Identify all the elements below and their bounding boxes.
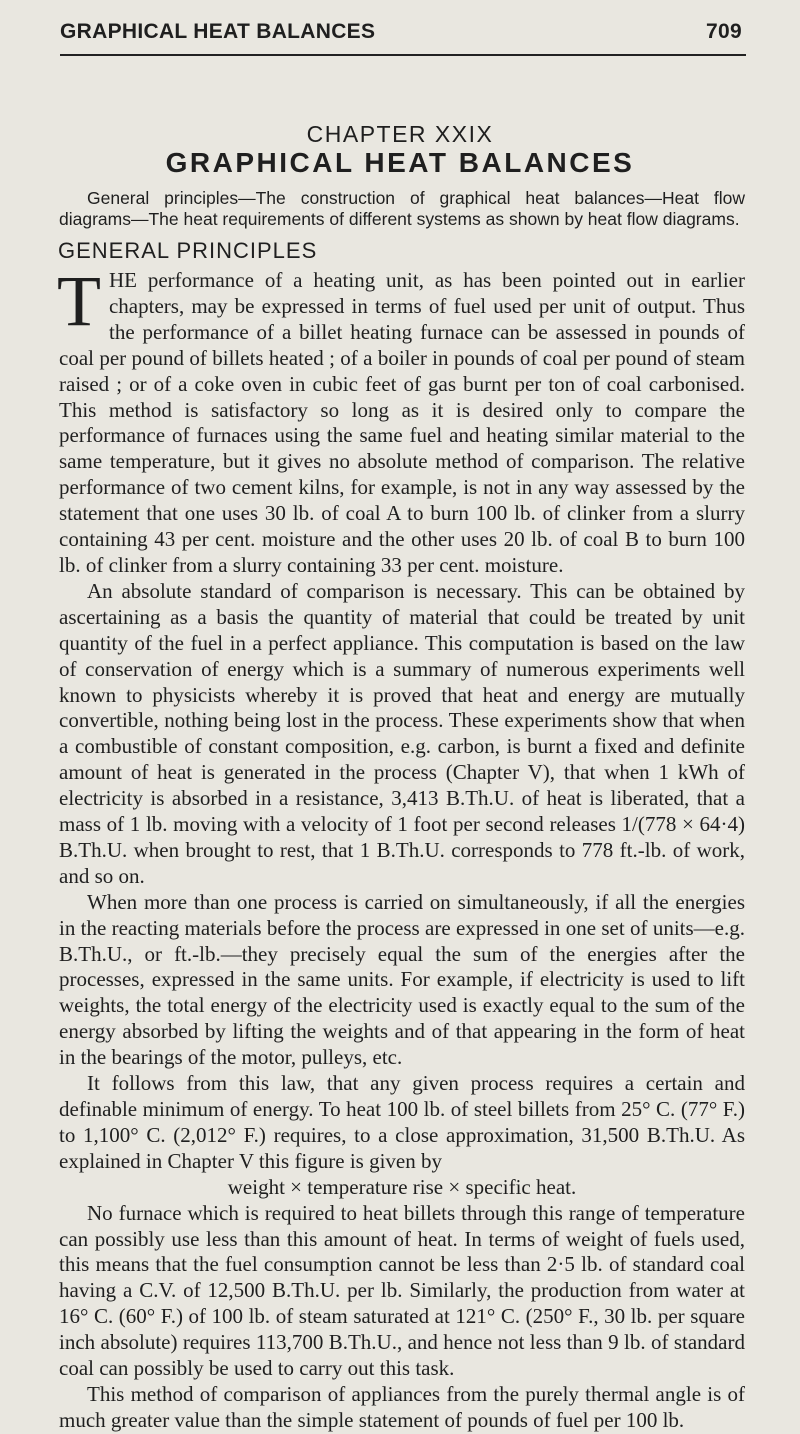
chapter-number: CHAPTER XXIX <box>306 121 494 147</box>
paragraph: When more than one process is carried on simultaneously, if all the energies in the reacting materials before the process are expressed in one set of units—e.g. B.Th.U., or ft.-lb.—they precisely equal the sum of the energies after the processes, expressed in the same units. For example, if electricity is used to lift weights, the total energy of the electricity used is exactly equal to the sum of the energy absorbed by lifting the weights and of that appearing in the form of heat in the bearings of the motor, pulleys, etc. <box>59 889 745 1070</box>
formula-line: weight × temperature rise × specific heat. <box>227 1174 577 1199</box>
paragraph-text: HE performance of a heating unit, as has been pointed out in earlier chapters, may be expressed in terms of fuel used per unit of output. Thus the performance of a billet heating furnace can be assessed in pounds of coal per pound of billets heated ; of a boiler in pounds of coal per pound of steam raised ; or of a coke oven in cubic feet of gas burnt per ton of coal carbonised. This method is satisfactory so long as it is desired only to compare the performance of furnaces using the same fuel and heating similar material to the same temperature, but it gives no absolute method of comparison. The relative performance of two cement kilns, for example, is not in any way assessed by the statement that one uses 30 lb. of coal A to burn 100 lb. of clinker from a slurry containing 43 per cent. moisture and the other uses 20 lb. of coal B to burn 100 lb. of clinker from a slurry containing 33 per cent. moisture. <box>59 268 745 577</box>
body-text <box>57 261 745 1434</box>
paragraph: An absolute standard of comparison is necessary. This can be obtained by ascertaining as a basis the quantity of material that could be treated by unit quantity of the fuel in a perfect appliance. This computation is based on the law of conservation of energy which is a summary of numerous experiments well known to physicists whereby it is proved that heat and energy are mutually convertible, nothing being lost in the process. These experiments show that when a combustible of constant composition, e.g. carbon, is burnt a fixed and definite amount of heat is generated in the process (Chapter V), that when 1 kWh of electricity is absorbed in a resistance, 3,413 B.Th.U. of heat is liberated, that a mass of 1 lb. moving with a velocity of 1 foot per second releases 1/(778 × 64·4) B.Th.U. when brought to rest, that 1 B.Th.U. corresponds to 778 ft.-lb. of work, and so on. <box>59 578 745 888</box>
paragraph: It follows from this law, that any given process requires a certain and definable minimum of energy. To heat 100 lb. of steel billets from 25° C. (77° F.) to 1,100° C. (2,012° F.) requires, to a close approximation, 31,500 B.Th.U. As explained in Chapter V this figure is given by <box>59 1071 745 1173</box>
running-head <box>60 20 742 44</box>
page-number: 709 <box>706 20 742 43</box>
section-heading: GENERAL PRINCIPLES <box>58 238 318 263</box>
paragraph: No furnace which is required to heat billets through this range of temperature can possibly use less than this amount of heat. In terms of weight of fuels used, this means that the fuel consumption cannot be less than 2·5 lb. of standard coal having a C.V. of 12,500 B.Th.U. per lb. Similarly, the production from water at 16° C. (60° F.) of 100 lb. of steam saturated at 121° C. (250° F., 30 lb. per square inch absolute) requires 113,700 B.Th.U., and hence not less than 9 lb. of standard coal can possibly be used to carry out this task. <box>59 1200 745 1381</box>
chapter-synopsis: General principles—The construction of graphical heat balances—Heat flow diagrams—The heat requirements of different systems as shown by heat flow diagrams. <box>59 188 745 229</box>
running-head-title: GRAPHICAL HEAT BALANCES <box>60 20 376 43</box>
chapter-title: GRAPHICAL HEAT BALANCES <box>165 147 635 178</box>
header-rule <box>60 54 746 56</box>
drop-cap: T <box>57 261 101 341</box>
paragraph: This method of comparison of appliances from the purely thermal angle is of much greater value than the simple statement of pounds of fuel per 100 lb. <box>59 1381 745 1432</box>
paragraph <box>57 261 745 579</box>
